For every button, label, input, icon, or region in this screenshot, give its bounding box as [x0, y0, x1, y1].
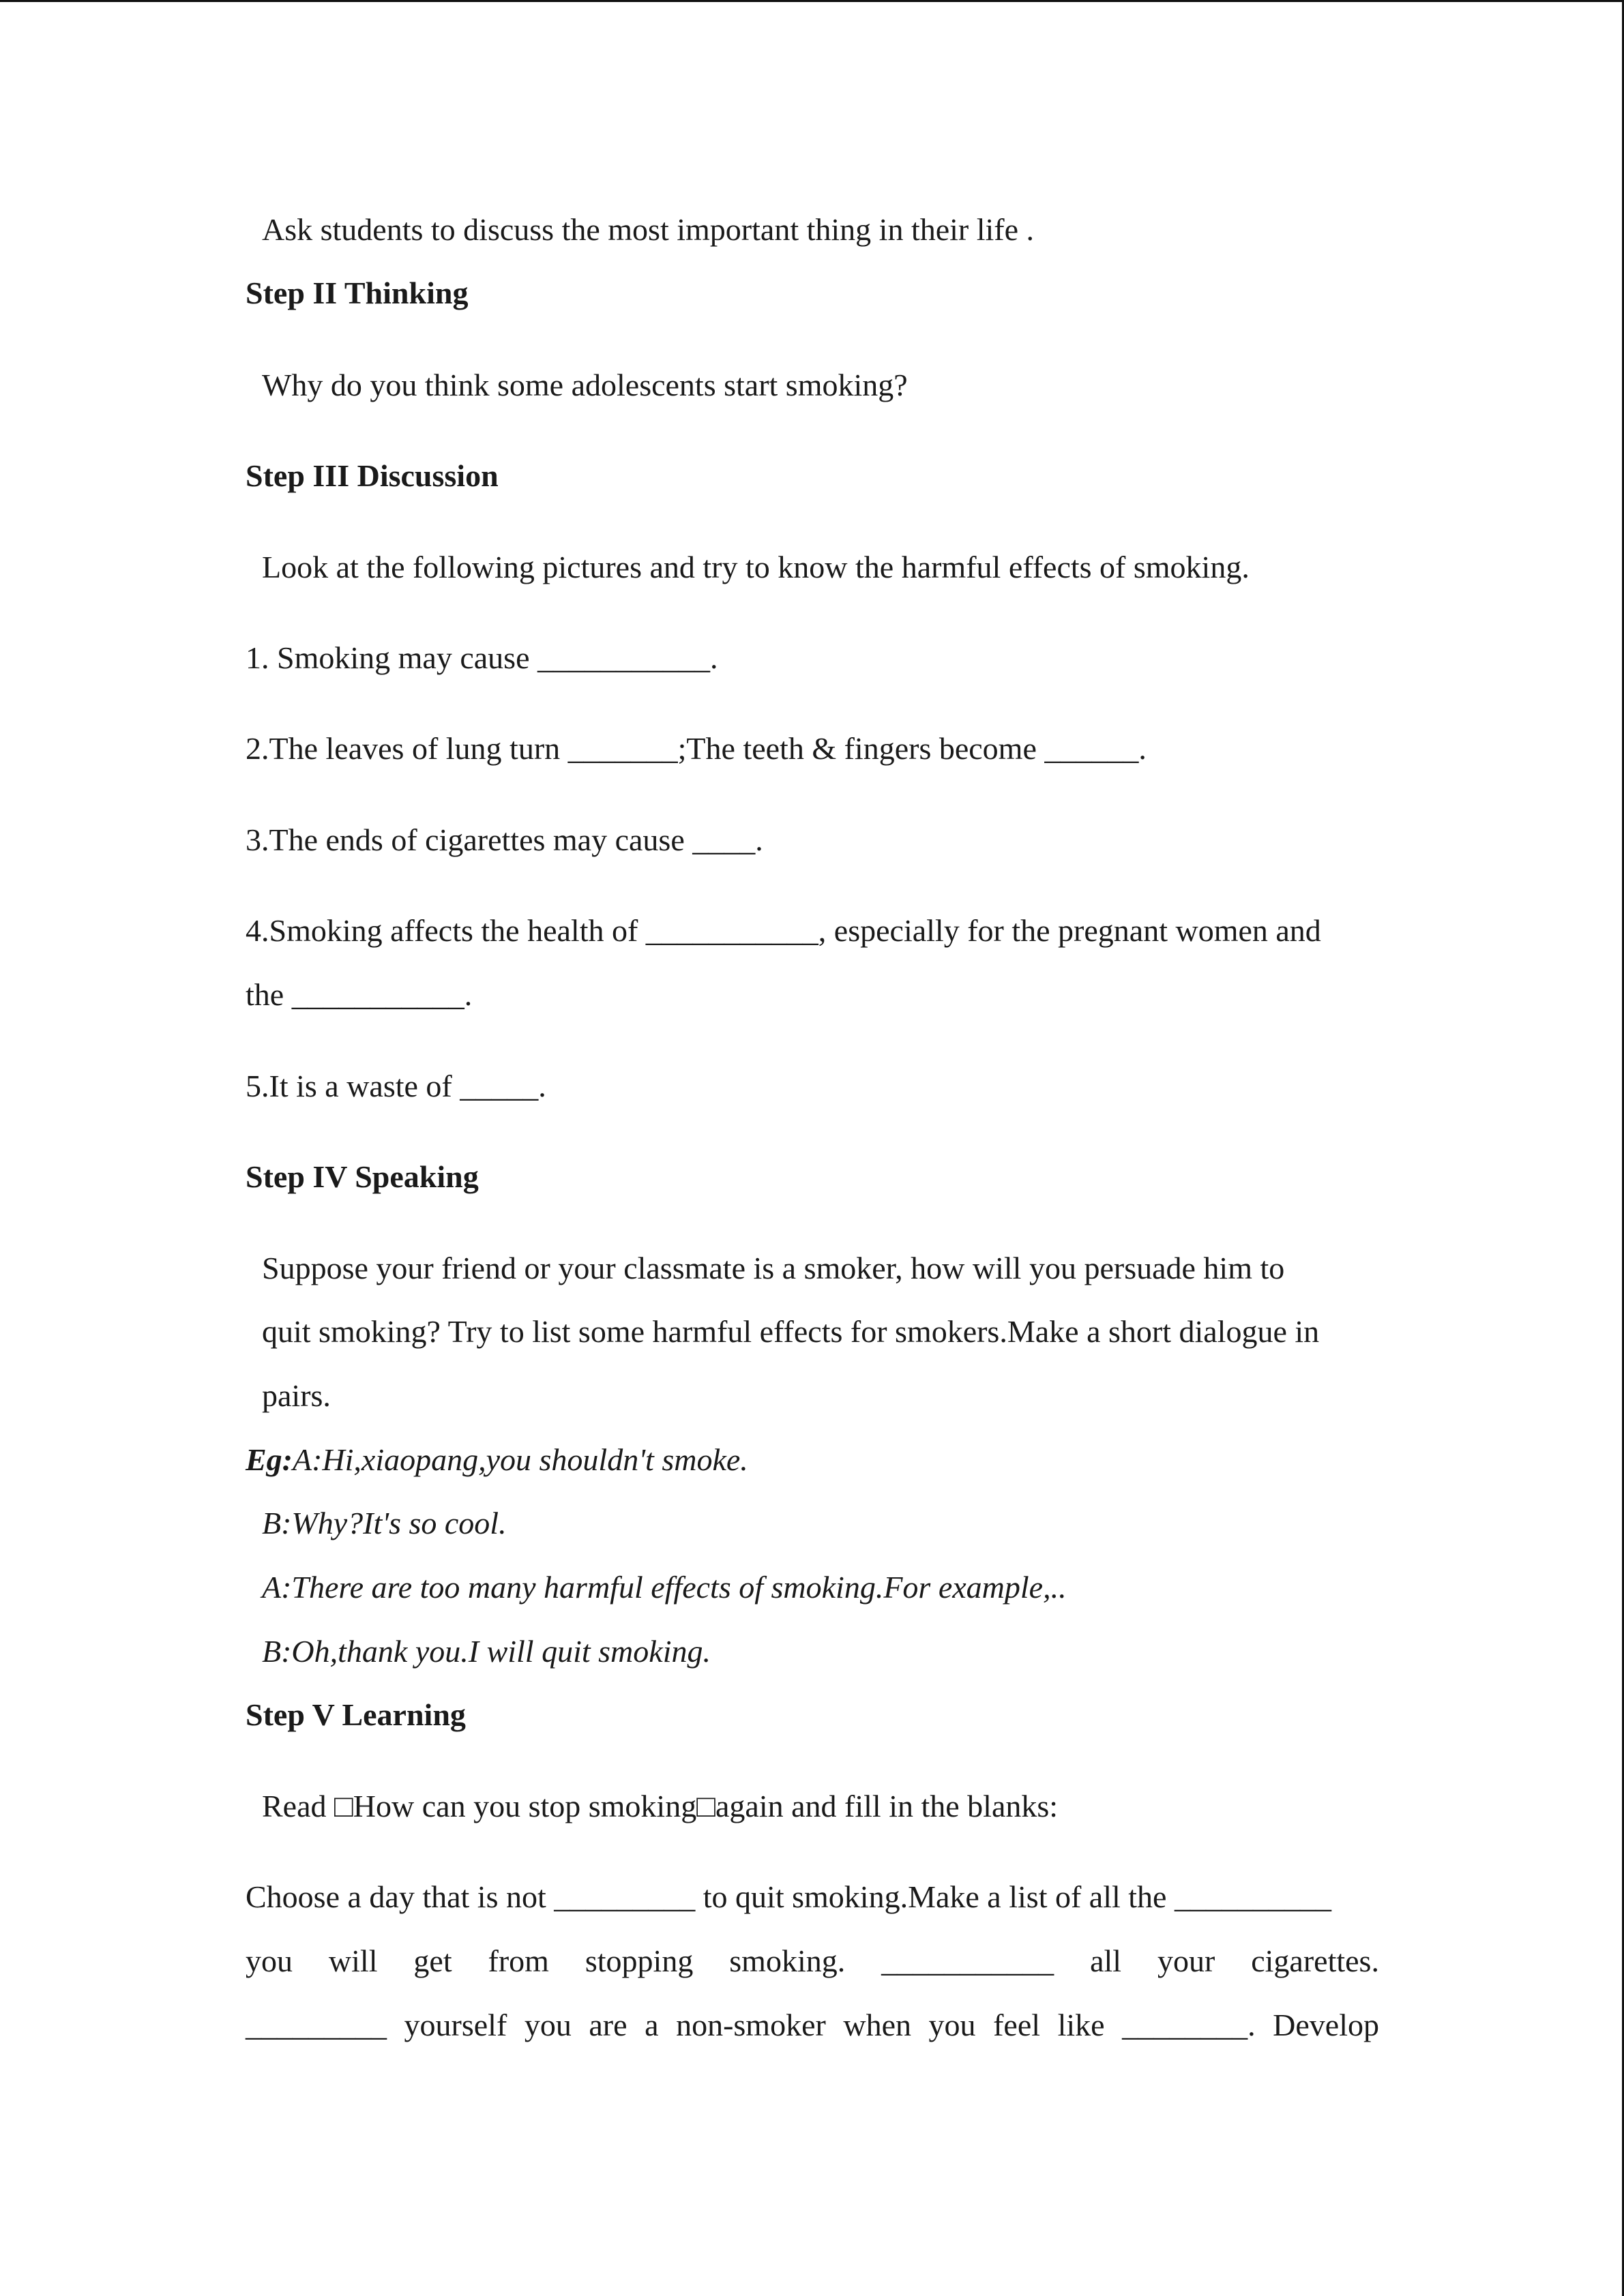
step2-heading: Step II Thinking — [246, 275, 469, 310]
dialogue-line-2: B:Why?It's so cool. — [262, 1506, 507, 1540]
fill-blank-line-1 — [246, 1878, 1379, 1916]
word: are — [589, 2008, 628, 2042]
question-5: 5.It is a waste of _____. — [246, 1069, 546, 1103]
question-1: 1. Smoking may cause ___________. — [246, 640, 718, 675]
intro-text: Ask students to discuss the most important thing in their life . — [262, 212, 1035, 247]
page-border-top — [0, 0, 1624, 2]
word: like — [1057, 2008, 1105, 2042]
fill-blank-text-1: Choose a day that is not _________ to quit smoking.Make a list of all the __________ — [246, 1879, 1331, 1914]
question-4-continued: the ___________. — [246, 977, 473, 1012]
word: all — [1090, 1943, 1122, 1978]
blank: ___________ — [881, 1943, 1054, 1978]
word: will — [328, 1943, 378, 1978]
word: you — [524, 2008, 572, 2042]
word: you — [246, 1943, 293, 1978]
word: non-smoker — [676, 2008, 826, 2042]
step3-heading: Step III Discussion — [246, 458, 499, 493]
dialogue-text-1: A:Hi,xiaopang,you shouldn't smoke. — [293, 1442, 748, 1477]
question-4: 4.Smoking affects the health of ___________, especially for the pregnant women and — [246, 913, 1321, 948]
blank: ________. — [1122, 2008, 1256, 2042]
word: feel — [993, 2008, 1041, 2042]
word: a — [645, 2008, 659, 2042]
fill-blank-line-2 — [246, 1942, 1379, 1980]
step4-line-1: Suppose your friend or your classmate is a smoker, how will you persuade him to — [262, 1251, 1285, 1285]
question-3: 3.The ends of cigarettes may cause ____. — [246, 822, 763, 857]
word: smoking. — [729, 1943, 846, 1978]
word: cigarettes. — [1251, 1943, 1379, 1978]
step3-text: Look at the following pictures and try to know the harmful effects of smoking. — [262, 550, 1250, 584]
word: your — [1157, 1943, 1215, 1978]
fill-blank-line-3 — [246, 2006, 1379, 2044]
step2-text: Why do you think some adolescents start smoking? — [262, 368, 908, 402]
step5-text: Read □How can you stop smoking□again and fill in the blanks: — [262, 1789, 1059, 1823]
dialogue-line-4: B:Oh,thank you.I will quit smoking. — [262, 1634, 711, 1669]
dialogue-line-1 — [246, 1441, 748, 1479]
word: get — [413, 1943, 452, 1978]
dialogue-line-3: A:There are too many harmful effects of smoking.For example,.. — [262, 1570, 1067, 1605]
word: yourself — [404, 2008, 507, 2042]
word: from — [488, 1943, 549, 1978]
eg-label: Eg: — [246, 1442, 293, 1477]
step4-line-2: quit smoking? Try to list some harmful effects for smokers.Make a short dialogue in — [262, 1314, 1320, 1349]
step4-line-3: pairs. — [262, 1378, 331, 1413]
blank: _________ — [246, 2008, 387, 2042]
word: when — [843, 2008, 911, 2042]
word: Develop — [1273, 2008, 1379, 2042]
word: you — [928, 2008, 976, 2042]
step4-heading: Step IV Speaking — [246, 1159, 479, 1194]
word: stopping — [585, 1943, 694, 1978]
step5-heading: Step V Learning — [246, 1697, 466, 1732]
question-2: 2.The leaves of lung turn _______;The teeth & fingers become ______. — [246, 731, 1147, 766]
